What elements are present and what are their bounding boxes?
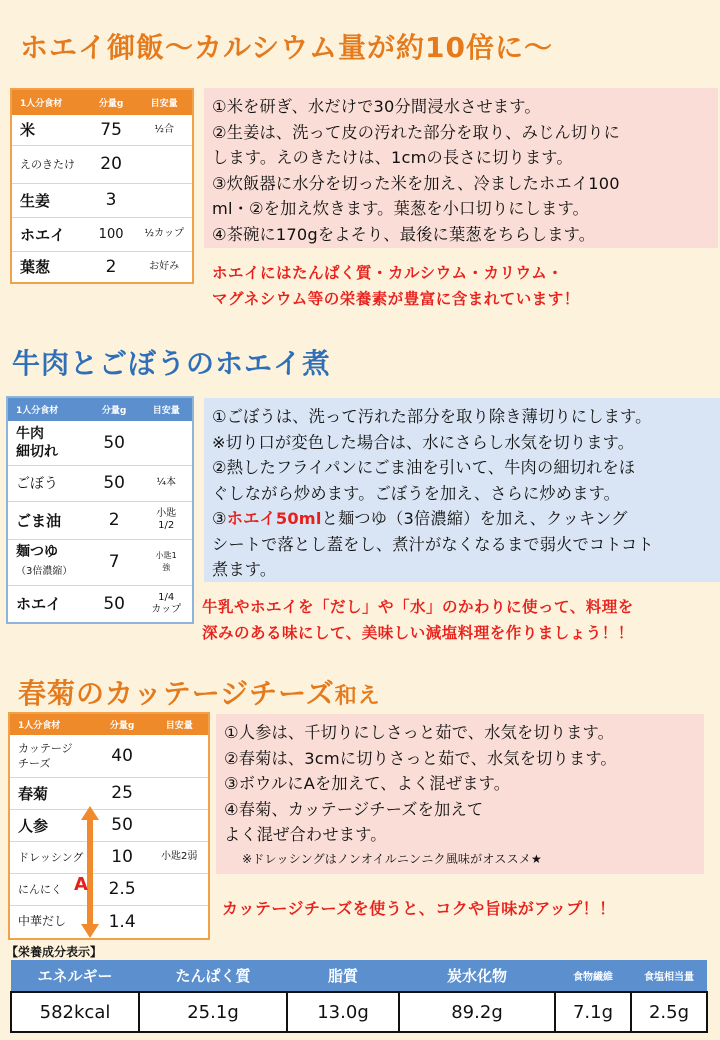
ingredient-name-line: 牛肉	[16, 425, 44, 442]
ingredient-guide	[140, 539, 193, 585]
col-header: 1人分食材	[16, 406, 59, 416]
ingredient-guide	[140, 501, 193, 539]
step-line: 煮ます。	[212, 560, 277, 579]
ingredient-qty: 100	[86, 217, 137, 251]
ingredient-qty: 7	[88, 539, 141, 585]
group-label-a: A	[74, 874, 88, 895]
table-row	[9, 809, 209, 841]
table-row	[7, 539, 193, 585]
ingredient-table-beef	[6, 396, 194, 624]
step-line: ②熱したフライパンにごま油を引いて、牛肉の細切れをほ	[212, 458, 636, 477]
highlight-text: ホエイ50ml	[226, 509, 322, 528]
table-row	[11, 217, 193, 251]
ingredient-guide	[136, 145, 193, 183]
ingredient-guide: お好み	[136, 251, 193, 283]
ingredient-qty: 2	[88, 501, 141, 539]
ingredient-name: えのきたけ	[11, 145, 86, 183]
instructions-rice	[204, 88, 718, 248]
ingredient-guide	[150, 809, 209, 841]
message-line: 牛乳やホエイを「だし」や「水」のかわりに使って、料理を	[202, 598, 634, 616]
nutrient-value: 582kcal	[11, 992, 139, 1032]
ingredient-name: 春菊	[9, 777, 94, 809]
ingredient-qty: 3	[86, 183, 137, 217]
step-line: ①米を研ぎ、水だけで30分間浸水させます。	[212, 97, 541, 116]
highlight-message-shungiku: カッテージチーズを使うと、コクや旨味がアップ！！	[222, 899, 616, 918]
step-line: ③ボウルにAを加えて、よく混ぜます。	[224, 774, 511, 793]
step-line: ④春菊、カッテージチーズを加えて	[224, 799, 484, 819]
ingredient-qty: 40	[94, 735, 151, 777]
step-line: ③炊飯器に水分を切った米を加え、冷ましたホエイ100	[212, 173, 620, 193]
ingredient-qty: 50	[88, 465, 141, 501]
nutrient-value: 25.1g	[139, 992, 287, 1032]
table-row	[11, 115, 193, 145]
section1-title: ホエイ御飯〜カルシウム量が約10倍に〜	[20, 31, 553, 64]
table-row	[11, 145, 193, 183]
nutrient-header: 脂質	[287, 960, 399, 992]
step-line: ぐしながら炒めます。ごぼうを加え、さらに炒めます。	[212, 483, 621, 503]
ingredient-qty: 2.5	[94, 873, 151, 905]
ingredient-name: ホエイ	[7, 585, 88, 623]
table-row	[7, 585, 193, 623]
col-header: 1人分食材	[20, 99, 63, 109]
nutrient-header: 食塩相当量	[631, 960, 707, 992]
ingredient-name-line: （3倍濃縮）	[16, 566, 73, 577]
ingredient-guide: ½合	[136, 115, 193, 145]
table-row	[9, 777, 209, 809]
ingredient-qty: 2	[86, 251, 137, 283]
highlight-message-beef	[202, 594, 634, 646]
col-header: 目安量	[150, 99, 178, 109]
ingredient-name: 葉葱	[11, 251, 86, 283]
step-line: ml・②を加え炊きます。葉葱を小口切りにします。	[212, 199, 589, 218]
table-row	[11, 251, 193, 283]
group-arrow	[80, 806, 100, 938]
step-line: よく混ぜ合わせます。	[224, 825, 387, 844]
title-tail: 和え	[334, 684, 381, 709]
step-text: と麺つゆ（3倍濃縮）を加え、クッキング	[321, 509, 628, 528]
ingredient-name: ホエイ	[11, 217, 86, 251]
ingredient-guide	[136, 183, 193, 217]
message-line: ホエイにはたんぱく質・カルシウム・カリウム・	[212, 264, 564, 282]
col-header: 目安量	[165, 721, 193, 731]
ingredient-table-shungiku	[8, 712, 210, 940]
ingredient-name-line: 麺つゆ	[16, 544, 58, 560]
ingredient-name-line: 細切れ	[16, 443, 58, 460]
step-line	[212, 506, 714, 532]
message-line: マグネシウム等の栄養素が豊富に含まれています！	[212, 290, 580, 308]
nutrient-header: 食物繊維	[555, 960, 631, 992]
step-line: ②生姜は、洗って皮の汚れた部分を取り、みじん切りに	[212, 122, 621, 142]
ingredient-name-line: チーズ	[18, 756, 51, 770]
nutrition-header-row	[11, 960, 707, 992]
ingredient-guide	[140, 585, 193, 623]
step-note: ※ドレッシングはノンオイルニンニク風味がオススメ★	[242, 851, 542, 866]
step-line: します。えのきたけは、1cmの長さに切ります。	[212, 148, 573, 167]
guide-line: 1/2	[158, 520, 175, 531]
ingredient-name	[9, 735, 94, 777]
step-line: ※切り口が変色した場合は、水にさらし水気を切ります。	[212, 432, 635, 452]
ingredient-name: ごぼう	[7, 465, 88, 501]
step-number: ③	[212, 509, 227, 528]
table-row	[9, 841, 209, 873]
nutrient-header: たんぱく質	[139, 960, 287, 992]
ingredient-guide: ½カップ	[136, 217, 193, 251]
section2-title: 牛肉とごぼうのホエイ煮	[12, 347, 332, 380]
ingredient-name: 米	[11, 115, 86, 145]
nutrient-value: 89.2g	[399, 992, 555, 1032]
col-header: 分量g	[98, 99, 124, 109]
ingredient-qty: 1.4	[94, 905, 151, 939]
highlight-message-rice	[212, 260, 580, 312]
ingredient-qty: 20	[86, 145, 137, 183]
guide-line: 1/4	[158, 591, 175, 603]
table-row	[9, 905, 209, 939]
nutrient-header: エネルギー	[11, 960, 139, 992]
table-row	[7, 501, 193, 539]
instructions-beef	[204, 398, 720, 582]
section3-title	[18, 672, 381, 712]
ingredient-guide: 小匙2弱	[150, 841, 209, 873]
ingredient-qty: 10	[94, 841, 151, 873]
ingredient-name-line: カッテージ	[18, 741, 73, 755]
col-header: 分量g	[109, 721, 135, 731]
step-line: ④茶碗に170gをよそり、最後に葉葱をちらします。	[212, 224, 596, 244]
col-header: 1人分食材	[18, 721, 61, 731]
ingredient-name	[7, 539, 88, 585]
nutrition-value-row	[11, 992, 707, 1032]
nutrient-value: 2.5g	[631, 992, 707, 1032]
ingredient-guide	[140, 421, 193, 465]
table-row	[9, 873, 209, 905]
ingredient-qty: 75	[86, 115, 137, 145]
ingredient-name	[7, 421, 88, 465]
step-line: ②春菊は、3cmに切りさっと茹で、水気を切ります。	[224, 748, 617, 768]
step-line: シートで落とし蓋をし、煮汁がなくなるまで弱火でコトコト	[212, 534, 654, 554]
ingredient-qty: 50	[88, 421, 141, 465]
table-row	[7, 465, 193, 501]
ingredient-guide	[150, 777, 209, 809]
ingredient-qty: 50	[94, 809, 151, 841]
table-row	[11, 183, 193, 217]
ingredient-name: にんにく	[9, 873, 94, 905]
message-line: 深みのある味にして、美味しい減塩料理を作りましょう！！	[202, 624, 634, 642]
table-row	[9, 735, 209, 777]
guide-line: 小匙	[156, 508, 177, 519]
ingredient-name: 人参	[9, 809, 94, 841]
ingredient-name: 中華だし	[9, 905, 94, 939]
col-header: 分量g	[101, 406, 127, 416]
ingredient-guide	[150, 735, 209, 777]
ingredient-guide	[150, 905, 209, 939]
guide-line: 強	[162, 563, 171, 572]
nutrient-value: 7.1g	[555, 992, 631, 1032]
guide-line: 小匙1	[155, 551, 177, 560]
ingredient-qty: 50	[88, 585, 141, 623]
col-header: 目安量	[152, 406, 180, 416]
ingredient-name: ドレッシング	[9, 841, 94, 873]
table-row	[7, 421, 193, 465]
ingredient-guide	[150, 873, 209, 905]
guide-line: カップ	[151, 603, 182, 615]
step-line: ①人参は、千切りにしさっと茹で、水気を切ります。	[224, 723, 615, 742]
title-main: 春菊のカッテージチーズ	[18, 677, 335, 710]
nutrition-table	[10, 960, 708, 1033]
ingredient-qty: 25	[94, 777, 151, 809]
nutrient-value: 13.0g	[287, 992, 399, 1032]
ingredient-name: 生姜	[11, 183, 86, 217]
ingredient-table-rice	[10, 88, 194, 284]
instructions-shungiku	[216, 714, 704, 874]
step-line: ①ごぼうは、洗って汚れた部分を取り除き薄切りにします。	[212, 407, 652, 426]
nutrient-header: 炭水化物	[399, 960, 555, 992]
ingredient-guide: ¼本	[140, 465, 193, 501]
ingredient-name: ごま油	[7, 501, 88, 539]
nutrition-label: 【栄養成分表示】	[6, 945, 103, 959]
